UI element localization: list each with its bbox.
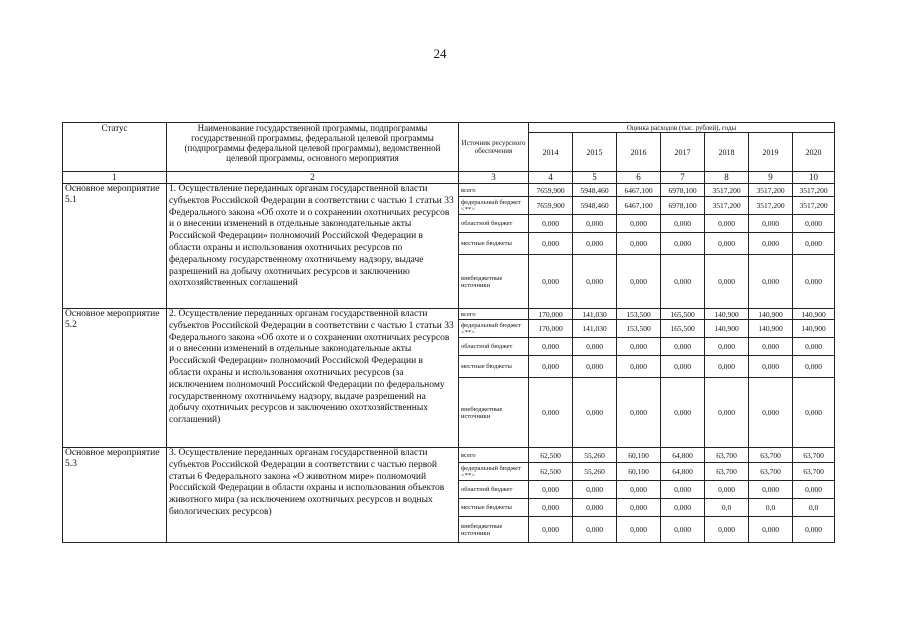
amount-cell: 0,000 <box>661 215 705 233</box>
amount-cell: 165,500 <box>661 320 705 338</box>
amount-cell: 0,000 <box>793 481 835 499</box>
column-number: 3 <box>459 172 529 184</box>
amount-cell: 141,030 <box>573 320 617 338</box>
amount-cell: 0,000 <box>793 378 835 448</box>
amount-cell: 0,000 <box>661 233 705 255</box>
funding-source-cell: федеральный бюджет <**> <box>459 320 529 338</box>
amount-cell: 0,000 <box>705 481 749 499</box>
column-number: 4 <box>529 172 573 184</box>
amount-cell: 0,000 <box>573 338 617 356</box>
table-row <box>63 184 835 197</box>
amount-cell: 153,500 <box>617 320 661 338</box>
header-year: 2015 <box>573 133 617 172</box>
amount-cell: 0,000 <box>617 215 661 233</box>
amount-cell: 0,000 <box>705 215 749 233</box>
status-cell: Основное мероприятие 5.2 <box>63 309 167 448</box>
amount-cell: 140,900 <box>793 309 835 320</box>
amount-cell: 3517,200 <box>793 184 835 197</box>
amount-cell: 62,500 <box>529 463 573 481</box>
amount-cell: 60,100 <box>617 463 661 481</box>
amount-cell: 63,700 <box>793 463 835 481</box>
activity-name-cell: 1. Осуществление переданных органам государственной власти субъектов Российской Федерации в соответствии с частью 1 статьи 33 Федерального закона «Об охоте и о сохранении охотничьих ресурсов и о внесении изменений в отдельные законодательные акты Российской Федерации» полномочий Российской Федерации в области охраны и использования охотничьих ресурсов по федеральному государственному охотничьему надзору, выдаче разрешений на добычу охотничьих ресурсов и заключению охотхозяйственных соглашений <box>167 184 459 309</box>
funding-source-cell: местные бюджеты <box>459 356 529 378</box>
amount-cell: 0,0 <box>705 499 749 517</box>
amount-cell: 63,700 <box>749 448 793 463</box>
amount-cell: 140,900 <box>749 320 793 338</box>
column-number: 5 <box>573 172 617 184</box>
column-number: 10 <box>793 172 835 184</box>
funding-source-cell: всего <box>459 184 529 197</box>
amount-cell: 64,800 <box>661 463 705 481</box>
amount-cell: 0,000 <box>793 517 835 543</box>
amount-cell: 0,000 <box>749 233 793 255</box>
amount-cell: 0,000 <box>529 255 573 309</box>
column-number: 7 <box>661 172 705 184</box>
column-number: 9 <box>749 172 793 184</box>
table-row <box>63 448 835 463</box>
amount-cell: 0,000 <box>529 215 573 233</box>
header-year: 2014 <box>529 133 573 172</box>
header-source: Источник ресурсного обеспечения <box>459 123 529 172</box>
amount-cell: 0,0 <box>793 499 835 517</box>
funding-source-cell: внебюджетные источники <box>459 517 529 543</box>
amount-cell: 6978,100 <box>661 197 705 215</box>
activity-name-cell: 2. Осуществление переданных органам государственной власти субъектов Российской Федерации в соответствии с частью 1 статьи 33 Федерального закона «Об охоте и о сохранении охотничьих ресурсов и о внесении изменений в отдельные законодательные акты Российской Федерации» полномочий Российской Федерации в области охраны и использования охотничьих ресурсов (за исключением полномочий Российской Федерации по федеральному государственному охотничьему надзору, выдаче разрешений на добычу охотничьих ресурсов и заключению охотхозяйственных соглашений) <box>167 309 459 448</box>
amount-cell: 0,000 <box>749 517 793 543</box>
funding-source-cell: федеральный бюджет <**> <box>459 197 529 215</box>
amount-cell: 0,000 <box>793 215 835 233</box>
amount-cell: 0,000 <box>529 356 573 378</box>
amount-cell: 141,030 <box>573 309 617 320</box>
amount-cell: 0,000 <box>793 233 835 255</box>
column-number: 8 <box>705 172 749 184</box>
amount-cell: 0,000 <box>749 338 793 356</box>
amount-cell: 60,100 <box>617 448 661 463</box>
amount-cell: 6467,100 <box>617 197 661 215</box>
amount-cell: 55,260 <box>573 463 617 481</box>
amount-cell: 0,000 <box>573 356 617 378</box>
status-cell: Основное мероприятие 5.3 <box>63 448 167 543</box>
amount-cell: 0,000 <box>793 338 835 356</box>
amount-cell: 0,000 <box>529 378 573 448</box>
amount-cell: 0,000 <box>705 233 749 255</box>
header-status: Статус <box>63 123 167 172</box>
amount-cell: 0,000 <box>661 378 705 448</box>
amount-cell: 0,000 <box>617 378 661 448</box>
amount-cell: 64,800 <box>661 448 705 463</box>
amount-cell: 0,000 <box>661 356 705 378</box>
amount-cell: 0,000 <box>529 233 573 255</box>
amount-cell: 165,500 <box>661 309 705 320</box>
funding-source-cell: внебюджетные источники <box>459 255 529 309</box>
amount-cell: 3517,200 <box>793 197 835 215</box>
amount-cell: 0,000 <box>705 255 749 309</box>
amount-cell: 0,000 <box>529 517 573 543</box>
amount-cell: 0,000 <box>749 255 793 309</box>
amount-cell: 140,900 <box>749 309 793 320</box>
activity-name-cell: 3. Осуществление переданных органам государственной власти субъектов Российской Федерации в соответствии с частью первой статьи 6 Федерального закона «О животном мире» полномочий Российской Федерации в области охраны и использования объектов животного мира (за исключением охотничьих ресурсов и водных биологических ресурсов) <box>167 448 459 543</box>
amount-cell: 0,000 <box>661 255 705 309</box>
amount-cell: 0,000 <box>573 499 617 517</box>
amount-cell: 0,000 <box>661 517 705 543</box>
funding-source-cell: областной бюджет <box>459 338 529 356</box>
amount-cell: 0,000 <box>573 481 617 499</box>
funding-source-cell: областной бюджет <box>459 481 529 499</box>
amount-cell: 0,000 <box>573 233 617 255</box>
amount-cell: 6467,100 <box>617 184 661 197</box>
amount-cell: 0,000 <box>793 356 835 378</box>
amount-cell: 0,000 <box>617 499 661 517</box>
header-year: 2018 <box>705 133 749 172</box>
amount-cell: 0,000 <box>661 481 705 499</box>
amount-cell: 0,000 <box>749 356 793 378</box>
amount-cell: 62,500 <box>529 448 573 463</box>
amount-cell: 3517,200 <box>705 197 749 215</box>
amount-cell: 7659,900 <box>529 197 573 215</box>
amount-cell: 0,000 <box>573 378 617 448</box>
amount-cell: 170,000 <box>529 320 573 338</box>
amount-cell: 0,000 <box>617 233 661 255</box>
amount-cell: 63,700 <box>749 463 793 481</box>
header-year: 2019 <box>749 133 793 172</box>
amount-cell: 3517,200 <box>705 184 749 197</box>
funding-source-cell: внебюджетные источники <box>459 378 529 448</box>
expenditure-table <box>62 122 835 543</box>
amount-cell: 0,000 <box>529 499 573 517</box>
funding-source-cell: местные бюджеты <box>459 499 529 517</box>
page-number: 24 <box>433 46 447 61</box>
amount-cell: 0,000 <box>617 481 661 499</box>
table-row <box>63 309 835 320</box>
status-cell: Основное мероприятие 5.1 <box>63 184 167 309</box>
amount-cell: 0,000 <box>661 499 705 517</box>
amount-cell: 0,000 <box>617 356 661 378</box>
amount-cell: 63,700 <box>705 463 749 481</box>
column-number: 2 <box>167 172 459 184</box>
amount-cell: 153,500 <box>617 309 661 320</box>
amount-cell: 0,000 <box>617 255 661 309</box>
amount-cell: 63,700 <box>793 448 835 463</box>
amount-cell: 0,000 <box>793 255 835 309</box>
amount-cell: 63,700 <box>705 448 749 463</box>
column-number: 6 <box>617 172 661 184</box>
amount-cell: 3517,200 <box>749 184 793 197</box>
amount-cell: 0,000 <box>705 517 749 543</box>
funding-source-cell: федеральный бюджет <**> <box>459 463 529 481</box>
amount-cell: 3517,200 <box>749 197 793 215</box>
amount-cell: 55,260 <box>573 448 617 463</box>
amount-cell: 7659,900 <box>529 184 573 197</box>
amount-cell: 0,000 <box>573 517 617 543</box>
amount-cell: 6978,100 <box>661 184 705 197</box>
amount-cell: 0,000 <box>529 338 573 356</box>
amount-cell: 5948,460 <box>573 197 617 215</box>
funding-source-cell: всего <box>459 448 529 463</box>
amount-cell: 0,000 <box>705 378 749 448</box>
amount-cell: 0,000 <box>705 356 749 378</box>
amount-cell: 5948,460 <box>573 184 617 197</box>
header-year: 2020 <box>793 133 835 172</box>
amount-cell: 140,900 <box>705 320 749 338</box>
amount-cell: 0,000 <box>749 378 793 448</box>
amount-cell: 140,900 <box>793 320 835 338</box>
header-estimate: Оценка расходов (тыс. рублей), годы <box>529 123 835 133</box>
funding-source-cell: всего <box>459 309 529 320</box>
amount-cell: 0,000 <box>573 215 617 233</box>
amount-cell: 0,000 <box>705 338 749 356</box>
funding-source-cell: местные бюджеты <box>459 233 529 255</box>
amount-cell: 170,000 <box>529 309 573 320</box>
header-year: 2016 <box>617 133 661 172</box>
amount-cell: 0,000 <box>617 517 661 543</box>
amount-cell: 0,000 <box>749 215 793 233</box>
amount-cell: 0,000 <box>573 255 617 309</box>
column-number: 1 <box>63 172 167 184</box>
amount-cell: 140,900 <box>705 309 749 320</box>
amount-cell: 0,000 <box>617 338 661 356</box>
amount-cell: 0,000 <box>661 338 705 356</box>
amount-cell: 0,0 <box>749 499 793 517</box>
amount-cell: 0,000 <box>529 481 573 499</box>
header-name: Наименование государственной программы, подпрограммы государственной программы, федеральной целевой программы (подпрограммы федеральной целевой программы), ведомственной целевой программы, основного мероприятия <box>167 123 459 172</box>
funding-source-cell: областной бюджет <box>459 215 529 233</box>
header-year: 2017 <box>661 133 705 172</box>
amount-cell: 0,000 <box>749 481 793 499</box>
